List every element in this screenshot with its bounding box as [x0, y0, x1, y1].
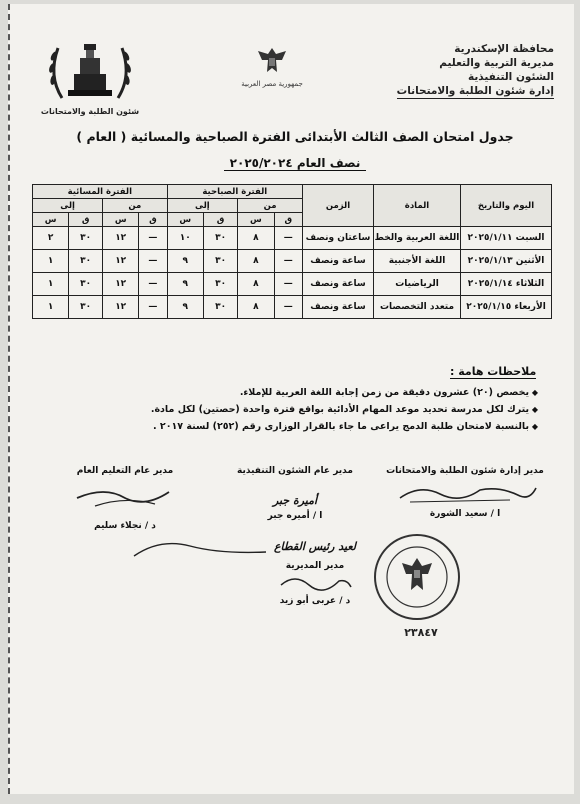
col-morning-to: إلى: [167, 199, 238, 213]
emblem-caption: جمهورية مصر العربية: [241, 80, 303, 88]
cell-value: —: [139, 296, 167, 319]
cell-value: ٨: [238, 273, 274, 296]
cell-subject: الرياضيات: [374, 273, 461, 296]
signature-block-directorate: [250, 540, 380, 606]
cell-duration: ساعتان ونصف: [303, 227, 374, 250]
note-item: ◆ بالنسبة لامتحان طلبة الدمج يراعى ما جاء بالقرار الوزارى رقم (٢٥٢) لسنة ٢٠١٧ .: [68, 418, 538, 435]
signature-block-executive-affairs: [225, 466, 365, 521]
cell-day: السبت ٢٠٢٥/١/١١: [461, 227, 552, 250]
cell-value: ٨: [238, 250, 274, 273]
pen-stroke: [130, 534, 270, 564]
cell-value: ١٢: [103, 250, 139, 273]
cell-value: ٣٠: [69, 250, 103, 273]
col-morning-period: الفترة الصباحية: [167, 185, 302, 199]
logo-caption: شئون الطلبة والامتحانات: [40, 107, 140, 116]
note-item: ◆ يترك لكل مدرسة تحديد موعد المهام الأدائية بواقع فترة واحدة (حصتين) لكل مادة.: [68, 401, 538, 418]
document-page: [8, 4, 574, 794]
cell-value: ١: [33, 296, 69, 319]
official-stamp: [372, 532, 462, 622]
table-row: [33, 250, 552, 273]
document-title: جدول امتحان الصف الثالث الأبتدائى الفترة الصباحية والمسائية ( العام ): [76, 129, 514, 144]
cell-value: ١: [33, 273, 69, 296]
cell-value: ٣٠: [203, 227, 237, 250]
col-ef-m: ق: [139, 213, 167, 227]
cell-value: ٣٠: [69, 273, 103, 296]
col-mf-m: ق: [274, 213, 303, 227]
handwritten-signature: [390, 480, 540, 506]
col-et-m: ق: [69, 213, 103, 227]
header-line-3: الشئون التنفيذية: [467, 71, 554, 83]
cell-value: —: [274, 250, 303, 273]
cell-value: ٨: [238, 296, 274, 319]
header-line-2: مديرية التربية والتعليم: [439, 57, 554, 69]
signature-title: مدير إدارة شئون الطلبة والامتحانات: [386, 466, 544, 476]
cell-day: الثلاثاء ٢٠٢٥/١/١٤: [461, 273, 552, 296]
signature-title: مدير عام التعليم العام: [76, 466, 174, 476]
cell-value: —: [274, 227, 303, 250]
cell-subject: اللغة العربية والخط: [374, 227, 461, 250]
notes-heading: ملاحظات هامة :: [450, 365, 537, 378]
col-duration: الزمن: [303, 185, 374, 227]
cell-value: ٣٠: [69, 227, 103, 250]
col-subject: المادة: [374, 185, 461, 227]
cell-value: ١٢: [103, 227, 139, 250]
signature-name: د / عربى أبو زيد: [279, 596, 351, 606]
col-et-h: س: [33, 213, 69, 227]
table-row: [33, 273, 552, 296]
col-mf-h: س: [238, 213, 274, 227]
document-subtitle: [50, 156, 540, 170]
cell-duration: ساعة ونصف: [303, 250, 374, 273]
exam-schedule-table: [32, 184, 552, 319]
signature-name: د / نجلاء سليم: [94, 521, 156, 531]
col-mt-m: ق: [203, 213, 237, 227]
eagle-emblem: [241, 46, 303, 88]
note-item: ◆ يخصص (٢٠) عشرون دقيقة من زمن إجابة اللغة العربية للإملاء.: [68, 384, 538, 401]
col-morning-from: من: [238, 199, 303, 213]
notes-list: [68, 384, 538, 435]
signature-name: ا / سعيد الشورة: [429, 509, 501, 519]
cell-value: ٣٠: [69, 296, 103, 319]
signature-title: مدير المديرية: [285, 561, 345, 571]
department-logo: [40, 36, 140, 114]
handwritten-signature: [275, 571, 355, 593]
handwritten-signature: [65, 478, 185, 518]
handwritten-note: لعيد رئيس القطاع: [273, 540, 357, 553]
stamp-number: ٢٣٨٤٧: [404, 626, 438, 639]
subtitle-text: نصف العام ٢٠٢٥/٢٠٢٤: [224, 156, 367, 171]
cell-value: ٩: [167, 273, 203, 296]
col-day-date: اليوم والتاريخ: [461, 185, 552, 227]
cell-value: ٨: [238, 227, 274, 250]
eagle-icon: [250, 46, 294, 76]
handwritten-signature: أميرة جبر: [272, 494, 318, 507]
cell-subject: متعدد التخصصات: [374, 296, 461, 319]
cell-duration: ساعة ونصف: [303, 273, 374, 296]
cell-day: الأثنين ٢٠٢٥/١/١٣: [461, 250, 552, 273]
lighthouse-wreath-icon: [40, 36, 140, 106]
cell-value: ٣٠: [203, 273, 237, 296]
cell-value: —: [139, 227, 167, 250]
issuer-header: [397, 42, 554, 99]
cell-value: —: [139, 250, 167, 273]
signature-title: مدير عام الشئون التنفيذية: [237, 466, 353, 476]
col-mt-h: س: [167, 213, 203, 227]
cell-value: ٢: [33, 227, 69, 250]
col-ef-h: س: [103, 213, 139, 227]
cell-value: ٩: [167, 296, 203, 319]
cell-day: الأربعاء ٢٠٢٥/١/١٥: [461, 296, 552, 319]
signature-name: ا / أميره جبر: [267, 511, 323, 521]
table-row: [33, 296, 552, 319]
cell-value: ١: [33, 250, 69, 273]
cell-value: ١٢: [103, 296, 139, 319]
signature-block-general-education: [50, 466, 200, 531]
cell-value: ١٠: [167, 227, 203, 250]
header-line-4: إدارة شئون الطلبة والامتحانات: [396, 85, 554, 97]
col-evening-from: من: [103, 199, 167, 213]
cell-value: ٣٠: [203, 250, 237, 273]
cell-duration: ساعة ونصف: [303, 296, 374, 319]
cell-subject: اللغة الأجنبية: [374, 250, 461, 273]
cell-value: ٣٠: [203, 296, 237, 319]
signature-block-students-affairs: [370, 466, 560, 519]
col-evening-period: الفترة المسائية: [33, 185, 168, 199]
cell-value: ١٢: [103, 273, 139, 296]
cell-value: ٩: [167, 250, 203, 273]
cell-value: —: [274, 273, 303, 296]
header-line-1: محافظة الإسكندرية: [454, 43, 554, 55]
table-row: [33, 227, 552, 250]
col-evening-to: إلى: [33, 199, 103, 213]
cell-value: —: [139, 273, 167, 296]
cell-value: —: [274, 296, 303, 319]
